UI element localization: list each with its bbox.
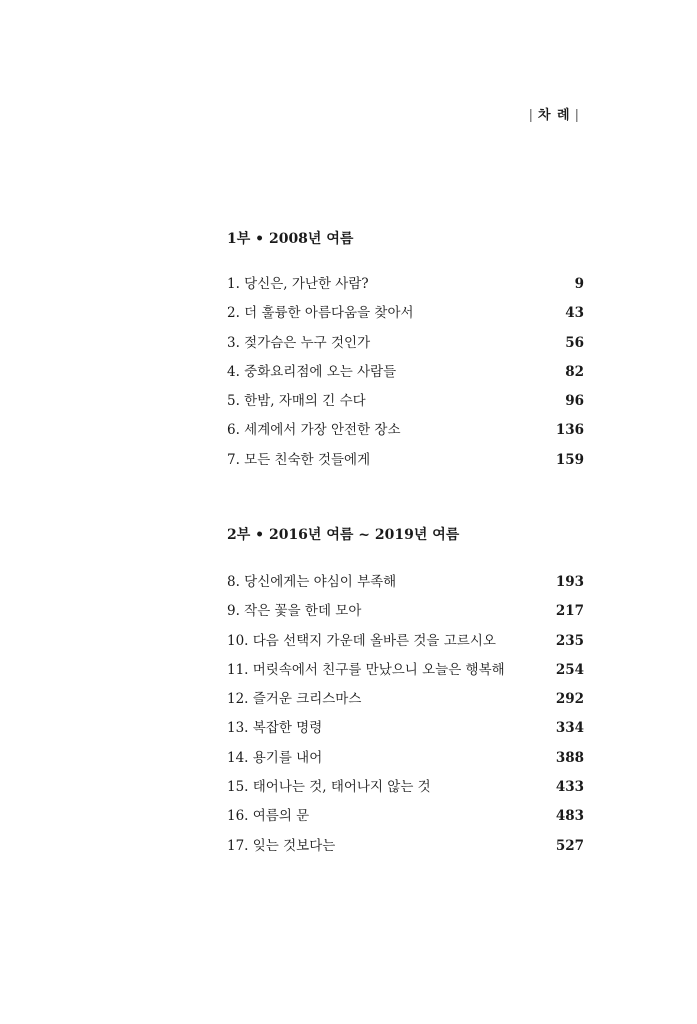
entry-page-number: 82 (565, 363, 584, 380)
toc-entry[interactable] (227, 448, 584, 477)
entry-page-number: 235 (555, 632, 584, 649)
entry-title: 15. 태어나는 것, 태어나지 않는 것 (227, 779, 431, 796)
entry-title: 5. 한밤, 자매의 긴 수다 (227, 393, 366, 410)
entry-page-number: 159 (555, 451, 584, 468)
toc-entry[interactable] (227, 775, 584, 804)
header-bar-right: | (574, 108, 580, 123)
entry-title: 10. 다음 선택지 가운데 올바른 것을 고르시오 (227, 632, 496, 649)
entry-title: 1. 당신은, 가난한 사람? (227, 276, 369, 292)
toc-entry[interactable] (227, 716, 584, 745)
entry-title: 2. 더 훌륭한 아름다움을 찾아서 (227, 305, 414, 322)
entry-page-number: 334 (555, 720, 584, 737)
toc-entry[interactable] (227, 272, 584, 301)
part-title: 1부 • 2008년 여름 (227, 231, 354, 247)
toc-entry[interactable] (227, 834, 584, 863)
entry-title: 8. 당신에게는 야심이 부족해 (227, 574, 397, 590)
toc-entry[interactable] (227, 687, 584, 716)
entry-title: 12. 즐거운 크리스마스 (227, 691, 362, 708)
entry-page-number: 254 (555, 661, 584, 678)
toc-entry[interactable] (227, 629, 584, 658)
header-bar-left: | (528, 108, 534, 123)
toc-entry[interactable] (227, 804, 584, 833)
entry-page-number: 9 (574, 276, 584, 292)
toc-entry[interactable] (227, 389, 584, 418)
toc-entry[interactable] (227, 418, 584, 447)
entry-page-number: 388 (555, 749, 584, 766)
page-title: 차 례 (537, 108, 571, 123)
toc-entry[interactable] (227, 360, 584, 389)
entry-page-number: 527 (555, 837, 584, 854)
toc-part-1 (227, 228, 584, 477)
entry-title: 14. 용기를 내어 (227, 749, 323, 766)
entry-title: 7. 모든 친숙한 것들에게 (227, 451, 371, 468)
entry-page-number: 136 (555, 422, 584, 439)
entry-page-number: 193 (555, 574, 584, 590)
entry-title: 16. 여름의 문 (227, 808, 310, 825)
entry-page-number: 292 (555, 691, 584, 708)
entry-page-number: 483 (555, 808, 584, 825)
toc-list (227, 570, 584, 863)
entry-title: 11. 머릿속에서 친구를 만났으니 오늘은 행복해 (227, 661, 505, 678)
toc-part-2 (227, 524, 584, 863)
toc-entry[interactable] (227, 599, 584, 628)
page-header (525, 104, 584, 123)
toc-entry[interactable] (227, 570, 584, 599)
entry-title: 9. 작은 꽃을 한데 모아 (227, 603, 362, 620)
entry-title: 4. 중화요리점에 오는 사람들 (227, 363, 397, 380)
toc-entry[interactable] (227, 746, 584, 775)
entry-page-number: 56 (565, 334, 584, 351)
entry-title: 13. 복잡한 명령 (227, 720, 323, 737)
toc-entry[interactable] (227, 331, 584, 360)
entry-page-number: 217 (555, 603, 584, 620)
entry-page-number: 43 (565, 305, 584, 322)
toc-entry[interactable] (227, 658, 584, 687)
entry-title: 6. 세계에서 가장 안전한 장소 (227, 422, 401, 439)
part-title: 2부 • 2016년 여름 ~ 2019년 여름 (227, 527, 460, 543)
entry-page-number: 433 (555, 779, 584, 796)
toc-list (227, 272, 584, 477)
entry-title: 3. 젖가슴은 누구 것인가 (227, 334, 371, 351)
entry-title: 17. 잊는 것보다는 (227, 837, 336, 854)
entry-page-number: 96 (565, 393, 584, 410)
toc-entry[interactable] (227, 301, 584, 330)
